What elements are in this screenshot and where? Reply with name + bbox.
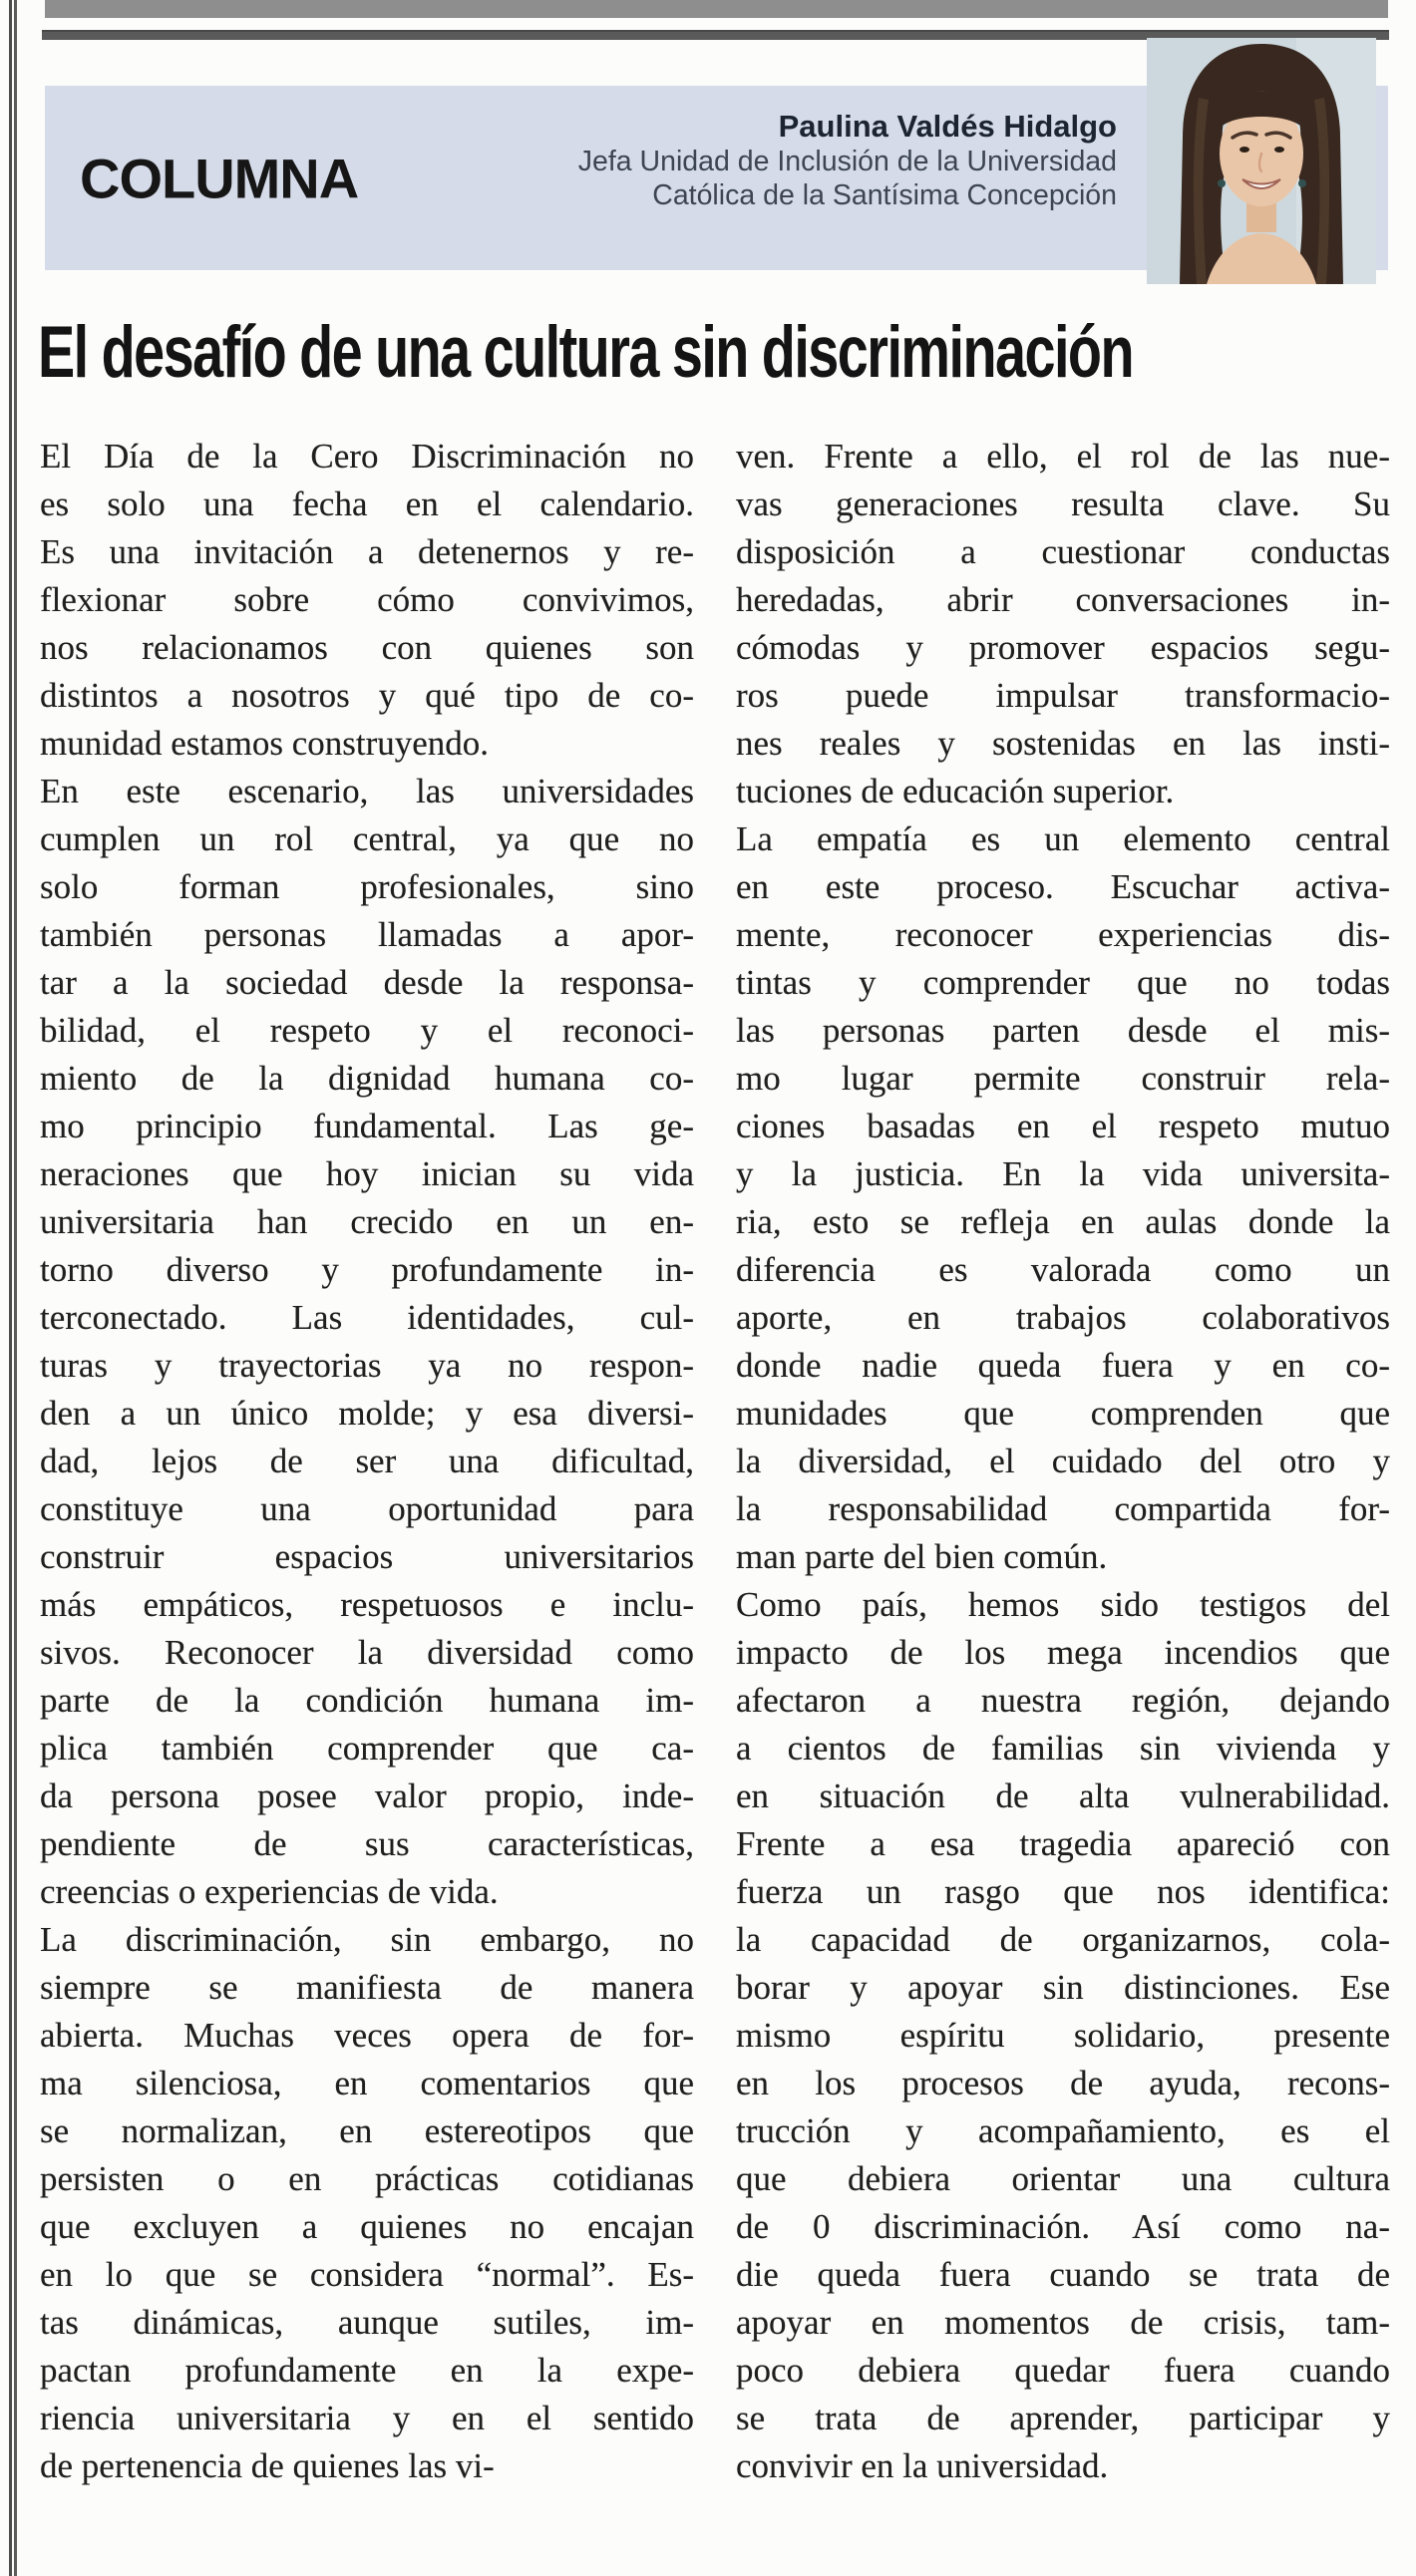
article-line: en este proceso. Escuchar activa- [736, 867, 1390, 906]
article-line: die queda fuera cuando se trata de [736, 2255, 1390, 2294]
article-line: es solo una fecha en el calendario. [40, 484, 694, 523]
article-line: que excluyen a quienes no encajan [40, 2207, 694, 2246]
article-line: Es una invitación a detenernos y re- [40, 532, 694, 571]
article-line: El Día de la Cero Discriminación no [40, 437, 694, 476]
article-line: convivir en la universidad. [736, 2446, 1109, 2485]
article-line: de pertenencia de quienes las vi- [40, 2446, 495, 2485]
article-line: terconectado. Las identidades, cul- [40, 1298, 694, 1337]
article-line: da persona posee valor propio, inde- [40, 1776, 694, 1815]
article-line: munidades que comprenden que [736, 1394, 1390, 1433]
article-column-left [40, 433, 694, 2490]
article-line: ria, esto se refleja en aulas donde la [736, 1202, 1390, 1241]
top-gray-bar [45, 0, 1388, 18]
article-line: tintas y comprender que no todas [736, 963, 1390, 1002]
article-line: nos relacionamos con quienes son [40, 628, 694, 667]
article-line: en lo que se considera “normal”. Es- [40, 2255, 694, 2294]
article-line: ven. Frente a ello, el rol de las nue- [736, 437, 1390, 476]
article-line: heredadas, abrir conversaciones in- [736, 580, 1390, 619]
article-line: Como país, hemos sido testigos del [736, 1585, 1390, 1624]
article-line: las personas parten desde el mis- [736, 1011, 1390, 1050]
article-line: pactan profundamente en la expe- [40, 2351, 694, 2390]
article-line: vas generaciones resulta clave. Su [736, 484, 1390, 523]
article-line: solo forman profesionales, sino [40, 867, 694, 906]
author-credit [578, 108, 1117, 212]
article-line: neraciones que hoy inician su vida [40, 1154, 694, 1193]
article-line: turas y trayectorias ya no respon- [40, 1346, 694, 1385]
author-role-line1: Jefa Unidad de Inclusión de la Universidad [577, 146, 1117, 177]
author-role-line2: Católica de la Santísima Concepción [652, 179, 1117, 211]
article-line: plica también comprender que ca- [40, 1729, 694, 1768]
article-line: fuerza un rasgo que nos identifica: [736, 1872, 1390, 1911]
article-line: riencia universitaria y en el sentido [40, 2399, 694, 2437]
page-left-rule-outer [9, 0, 12, 2576]
article-line: de 0 discriminación. Así como na- [736, 2207, 1390, 2246]
article-line: cómodas y promover espacios segu- [736, 628, 1390, 667]
article-line: mismo espíritu solidario, presente [736, 2016, 1390, 2055]
article-line: ros puede impulsar transformacio- [736, 676, 1390, 715]
article-line: construir espacios universitarios [40, 1537, 694, 1576]
author-photo [1147, 38, 1376, 284]
article-line: en situación de alta vulnerabilidad. [736, 1776, 1390, 1815]
article-line: tas dinámicas, aunque sutiles, im- [40, 2303, 694, 2342]
article-line: borar y apoyar sin distinciones. Ese [736, 1968, 1390, 2007]
article-line: pendiente de sus características, [40, 1824, 694, 1863]
article-line: que debiera orientar una cultura [736, 2159, 1390, 2198]
author-name: Paulina Valdés Hidalgo [778, 109, 1117, 144]
article-headline: El desafío de una cultura sin discriminación [38, 312, 1133, 393]
article-line: constituye una oportunidad para [40, 1489, 694, 1528]
article-line: se normalizan, en estereotipos que [40, 2111, 694, 2150]
article-line: disposición a cuestionar conductas [736, 532, 1390, 571]
article-line: donde nadie queda fuera y en co- [736, 1346, 1390, 1385]
article-line: la responsabilidad compartida for- [736, 1489, 1390, 1528]
article-line: miento de la dignidad humana co- [40, 1059, 694, 1098]
article-line: mo principio fundamental. Las ge- [40, 1107, 694, 1145]
article-line: parte de la condición humana im- [40, 1681, 694, 1720]
article-line: impacto de los mega incendios que [736, 1633, 1390, 1672]
article-line: también personas llamadas a apor- [40, 915, 694, 954]
article-line: mo lugar permite construir rela- [736, 1059, 1390, 1098]
article-line: diferencia es valorada como un [736, 1250, 1390, 1289]
article-body [40, 433, 1390, 2490]
headline-row [38, 307, 1390, 399]
article-line: flexionar sobre cómo convivimos, [40, 580, 694, 619]
article-line: en los procesos de ayuda, recons- [736, 2064, 1390, 2102]
article-line: apoyar en momentos de crisis, tam- [736, 2303, 1390, 2342]
article-line: creencias o experiencias de vida. [40, 1872, 499, 1911]
article-line: la diversidad, el cuidado del otro y [736, 1442, 1390, 1480]
article-line: La discriminación, sin embargo, no [40, 1920, 694, 1959]
article-line: tar a la sociedad desde la responsa- [40, 963, 694, 1002]
article-line: cumplen un rol central, ya que no [40, 819, 694, 858]
article-line: más empáticos, respetuosos e inclu- [40, 1585, 694, 1624]
article-line: y la justicia. En la vida universita- [736, 1154, 1390, 1193]
article-column-right [736, 433, 1390, 2490]
article-line: persisten o en prácticas cotidianas [40, 2159, 694, 2198]
article-line: afectaron a nuestra región, dejando [736, 1681, 1390, 1720]
article-line: universitaria han crecido en un en- [40, 1202, 694, 1241]
article-line: aporte, en trabajos colaborativos [736, 1298, 1390, 1337]
section-label: COLUMNA [80, 147, 359, 209]
article-line: abierta. Muchas veces opera de for- [40, 2016, 694, 2055]
article-line: a cientos de familias sin vivienda y [736, 1729, 1390, 1768]
article-line: La empatía es un elemento central [736, 819, 1390, 858]
article-line: sivos. Reconocer la diversidad como [40, 1633, 694, 1672]
article-line: den a un único molde; y esa diversi- [40, 1394, 694, 1433]
article-line: munidad estamos construyendo. [40, 724, 490, 763]
article-line: ma silenciosa, en comentarios que [40, 2064, 694, 2102]
article-line: bilidad, el respeto y el reconoci- [40, 1011, 694, 1050]
article-line: trucción y acompañamiento, es el [736, 2111, 1390, 2150]
article-line: mente, reconocer experiencias dis- [736, 915, 1390, 954]
article-line: siempre se manifiesta de manera [40, 1968, 694, 2007]
article-line: poco debiera quedar fuera cuando [736, 2351, 1390, 2390]
article-line: se trata de aprender, participar y [736, 2399, 1390, 2437]
article-line: ciones basadas en el respeto mutuo [736, 1107, 1390, 1145]
article-line: man parte del bien común. [736, 1537, 1108, 1576]
article-line: distintos a nosotros y qué tipo de co- [40, 676, 694, 715]
article-line: tuciones de educación superior. [736, 772, 1175, 810]
article-line: Frente a esa tragedia apareció con [736, 1824, 1390, 1863]
article-line: nes reales y sostenidas en las insti- [736, 724, 1390, 763]
page-left-rule-inner [14, 0, 17, 2576]
article-line: En este escenario, las universidades [40, 772, 694, 810]
article-line: dad, lejos de ser una dificultad, [40, 1442, 694, 1480]
article-line: la capacidad de organizarnos, cola- [736, 1920, 1390, 1959]
article-line: torno diverso y profundamente in- [40, 1250, 694, 1289]
